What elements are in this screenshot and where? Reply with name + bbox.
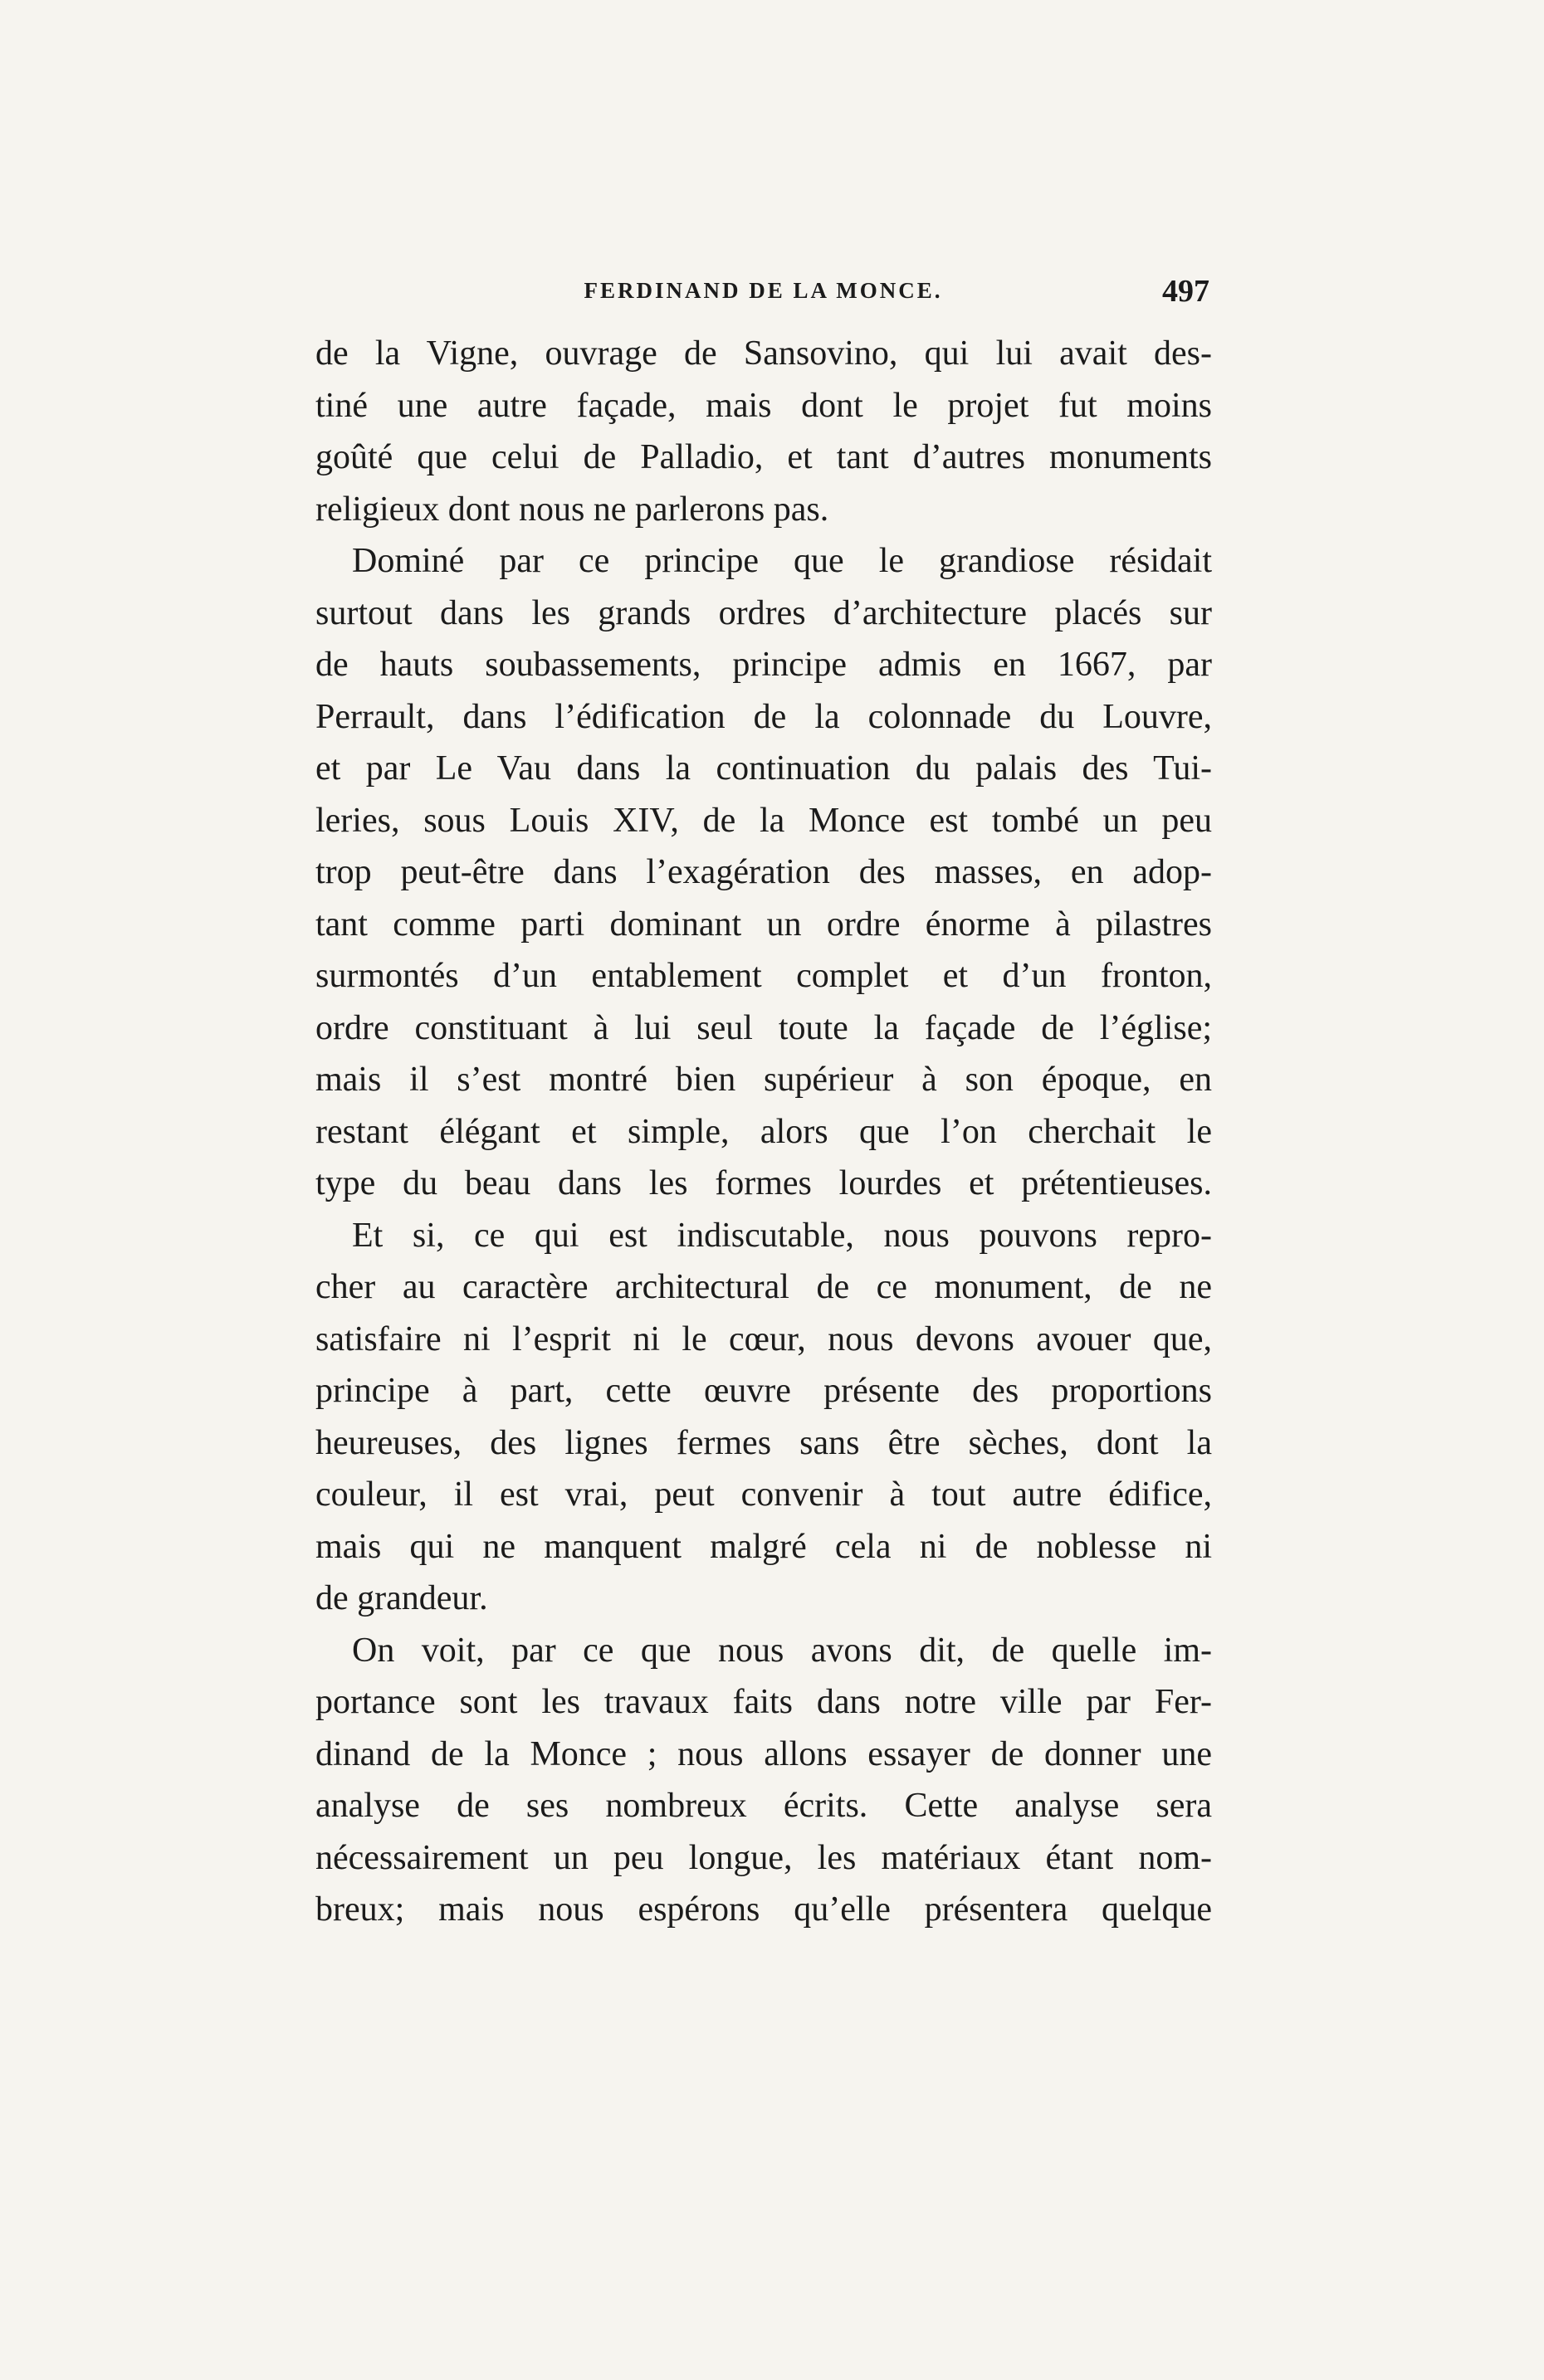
text-line: mais il s’est montré bien supérieur à son époque, en bbox=[315, 1061, 1212, 1099]
text-line: trop peut-être dans l’exagération des masses, en adop- bbox=[315, 853, 1212, 891]
text-line: Perrault, dans l’édification de la colonnade du Louvre, bbox=[315, 697, 1212, 736]
text-line: Dominé par ce principe que le grandiose résidait bbox=[352, 542, 1212, 580]
text-line: de grandeur. bbox=[315, 1579, 488, 1617]
text-line: principe à part, cette œuvre présente des proportions bbox=[315, 1372, 1212, 1410]
text-line: tant comme parti dominant un ordre énorme à pilastres bbox=[315, 905, 1212, 944]
text-line: On voit, par ce que nous avons dit, de quelle im- bbox=[352, 1631, 1212, 1670]
text-line: surmontés d’un entablement complet et d’un fronton, bbox=[315, 957, 1212, 995]
paragraph bbox=[315, 535, 1212, 1210]
page-number: 497 bbox=[1162, 274, 1209, 309]
text-line: de hauts soubassements, principe admis en 1667, par bbox=[315, 646, 1212, 684]
body-text bbox=[315, 328, 1212, 1936]
paragraph bbox=[315, 1625, 1212, 1936]
text-line: goûté que celui de Palladio, et tant d’autres monuments bbox=[315, 438, 1212, 476]
text-line: heureuses, des lignes fermes sans être sèches, dont la bbox=[315, 1423, 1212, 1462]
text-line: restant élégant et simple, alors que l’on cherchait le bbox=[315, 1112, 1212, 1151]
text-line: ordre constituant à lui seul toute la façade de l’église; bbox=[315, 1008, 1212, 1047]
text-line: leries, sous Louis XIV, de la Monce est tombé un peu bbox=[315, 801, 1212, 840]
text-line: satisfaire ni l’esprit ni le cœur, nous devons avouer que, bbox=[315, 1319, 1212, 1358]
text-line: analyse de ses nombreux écrits. Cette analyse sera bbox=[315, 1787, 1212, 1825]
paragraph bbox=[315, 328, 1212, 535]
text-line: portance sont les travaux faits dans notre ville par Fer- bbox=[315, 1683, 1212, 1721]
text-line: surtout dans les grands ordres d’architecture placés sur bbox=[315, 593, 1212, 632]
text-line: breux; mais nous espérons qu’elle présentera quelque bbox=[315, 1890, 1212, 1929]
text-line: type du beau dans les formes lourdes et prétentieuses. bbox=[315, 1164, 1212, 1202]
text-line: tiné une autre façade, mais dont le projet fut moins bbox=[315, 386, 1212, 425]
text-line: mais qui ne manquent malgré cela ni de noblesse ni bbox=[315, 1527, 1212, 1566]
text-line: Et si, ce qui est indiscutable, nous pouvons repro- bbox=[352, 1216, 1212, 1255]
text-line: de la Vigne, ouvrage de Sansovino, qui lui avait des- bbox=[315, 334, 1212, 373]
text-line: couleur, il est vrai, peut convenir à tout autre édifice, bbox=[315, 1475, 1212, 1514]
text-line: nécessairement un peu longue, les matériaux étant nom- bbox=[315, 1838, 1212, 1877]
text-line: et par Le Vau dans la continuation du palais des Tui- bbox=[315, 749, 1212, 788]
text-line: religieux dont nous ne parlerons pas. bbox=[315, 490, 829, 529]
text-line: cher au caractère architectural de ce monument, de ne bbox=[315, 1268, 1212, 1306]
running-title: FERDINAND DE LA MONCE. bbox=[584, 278, 943, 303]
text-line: dinand de la Monce ; nous allons essayer de donner une bbox=[315, 1734, 1212, 1773]
page-header bbox=[317, 274, 1209, 319]
paragraph bbox=[315, 1210, 1212, 1625]
